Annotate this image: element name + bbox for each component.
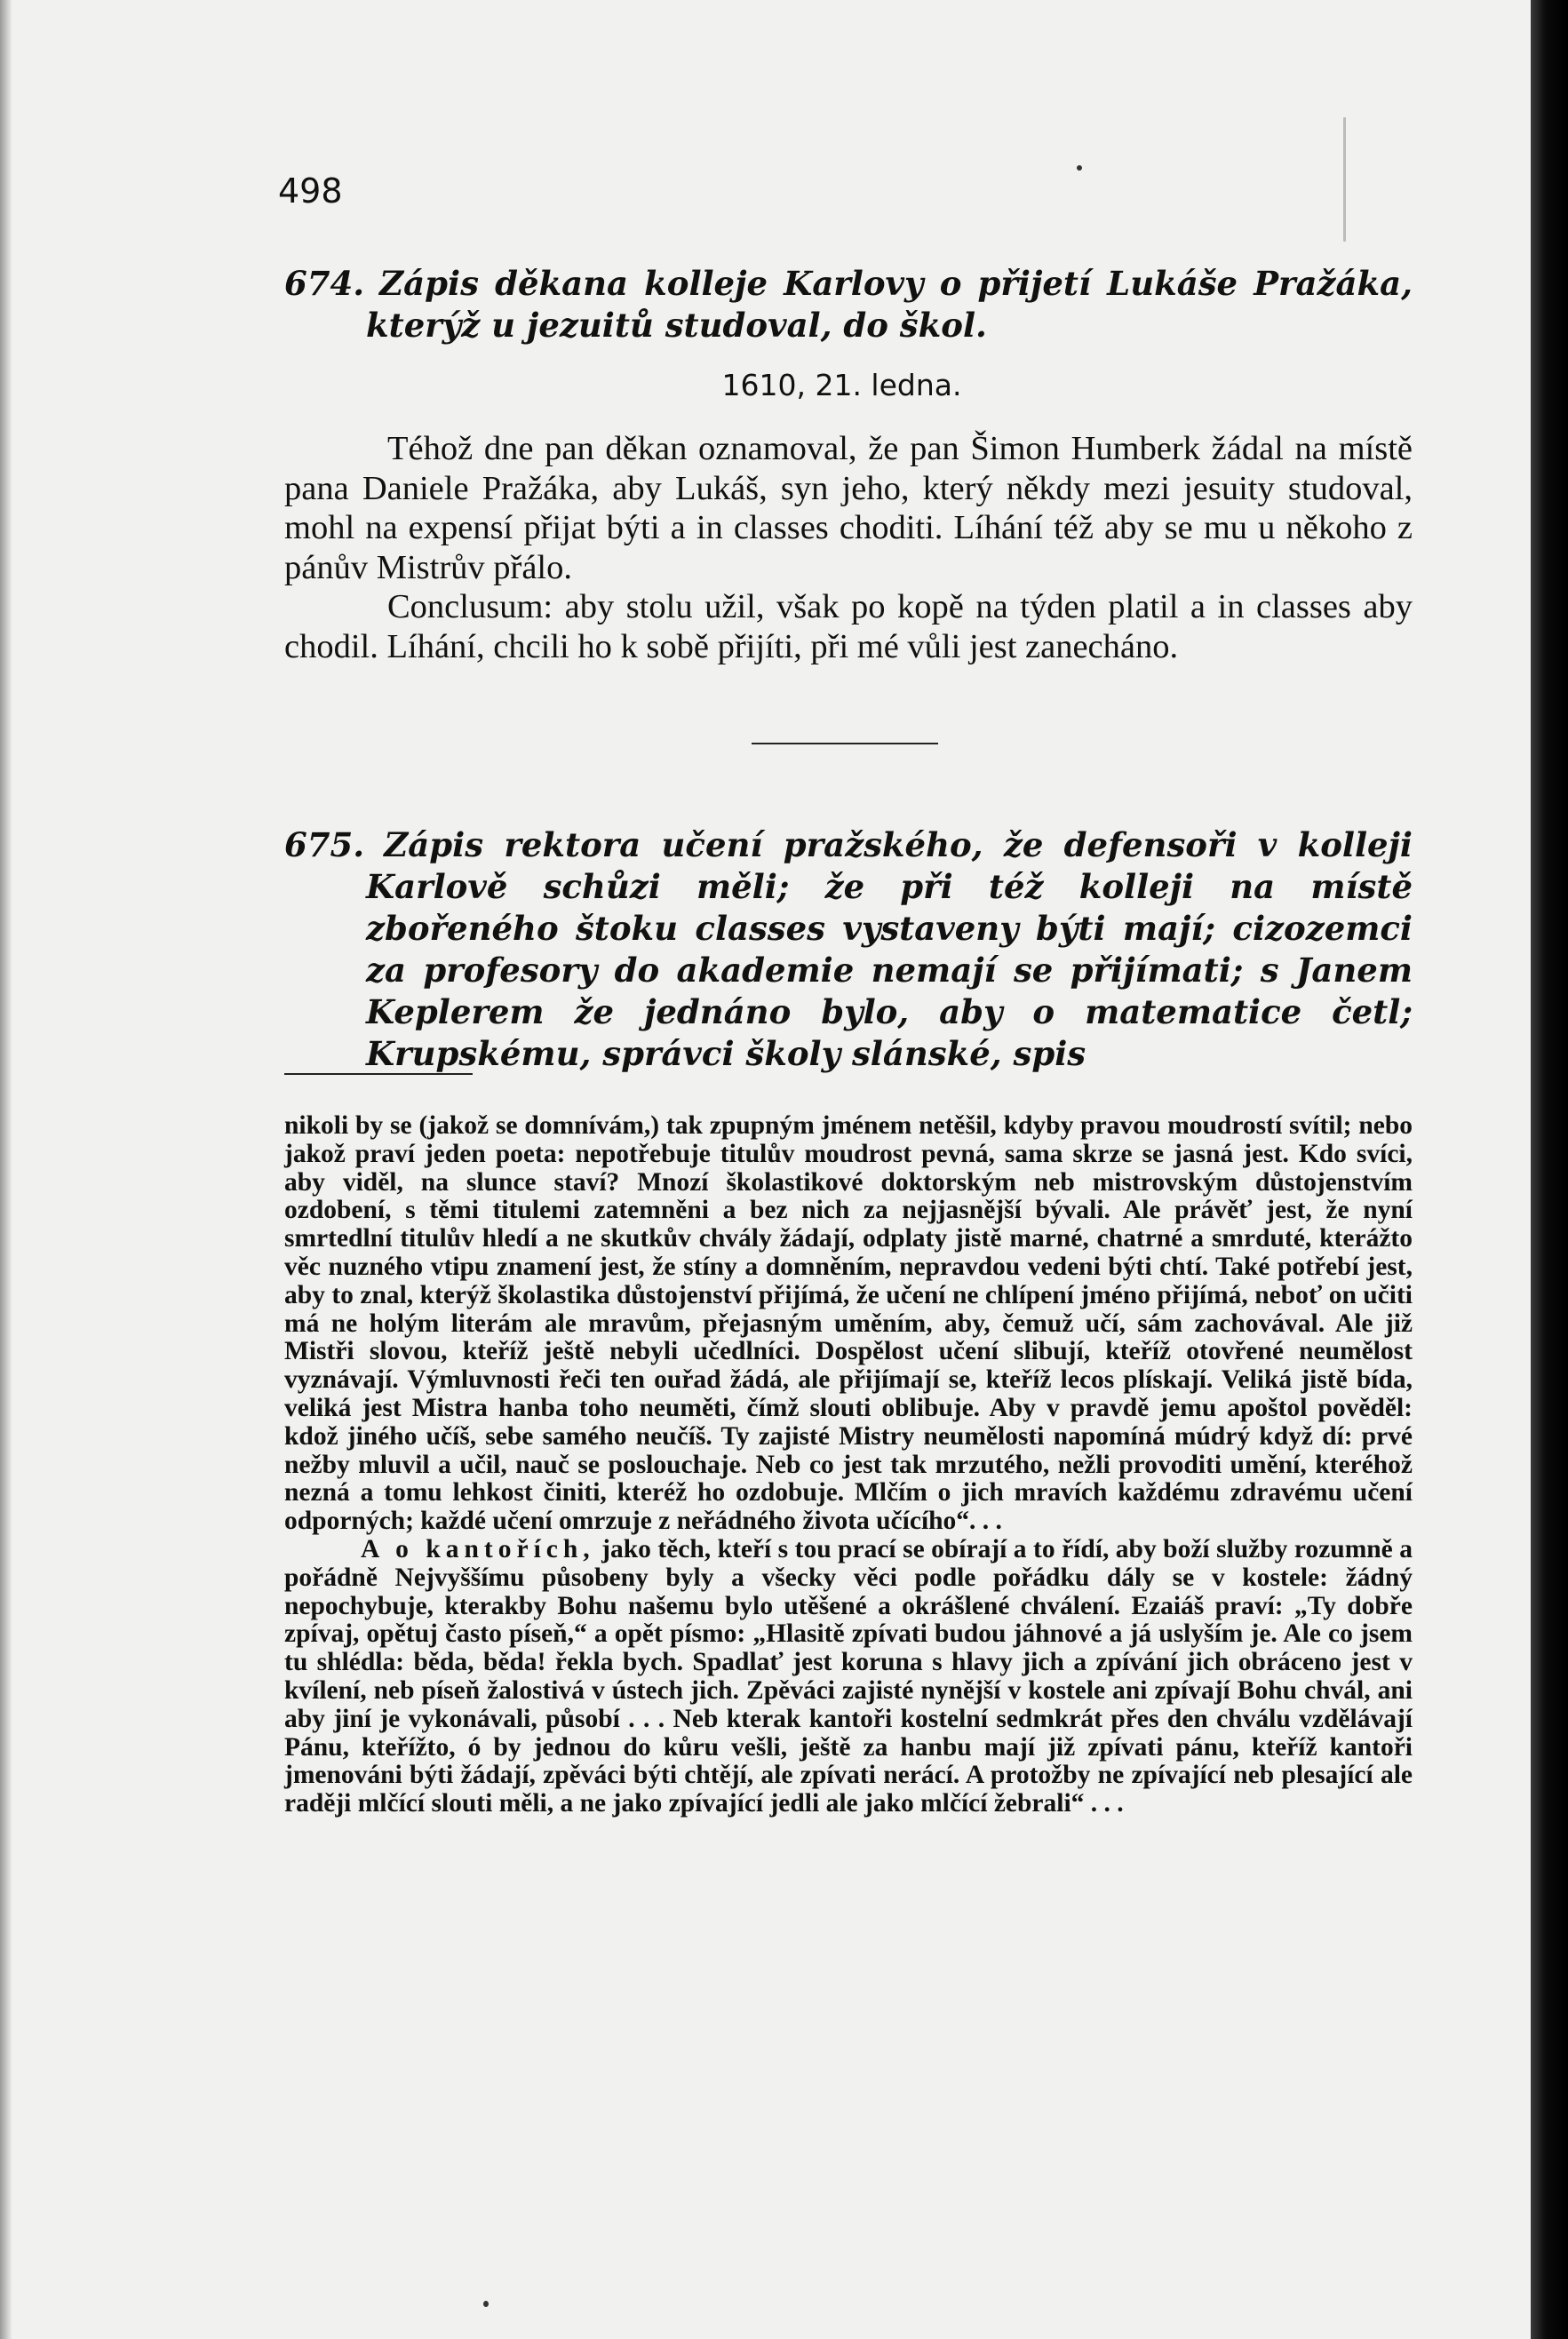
- paper-scratch: [1343, 117, 1346, 242]
- entry-674-paragraph-1: Téhož dne pan děkan oznamoval, že pan Šimon Humberk žádal na místě pana Daniele Pražáka, aby Lukáš, syn jeho, který někdy mezi jesuity studoval, mohl na expensí přijat býti a in classes choditi. Líhání též aby se mu u někoho z pánův Mistrův přálo.: [284, 430, 1413, 586]
- entry-675-number: 675.: [284, 825, 365, 864]
- footnote-rule: [284, 1073, 473, 1075]
- page-left-edge: [0, 0, 12, 2339]
- footnote: [284, 1112, 1413, 1818]
- page-number: 498: [278, 171, 343, 211]
- entry-674-number: 674.: [284, 264, 365, 303]
- footnote-paragraph-2-text: jako těch, kteří s tou prací se obírají a to řídí, aby boží služby rozumně a pořádně Nejvyššímu působeny byly a všecky věci podle pořádku dály se v kostele: žádný nepochybuje, kterakby Bohu našemu bylo utěšené a okrášlené chválení. Ezaiáš praví: „Ty dobře zpívaj, opětuj často píseň,“ a opět písmo: „Hlasitě zpívati budou jáhnové a já uslyším je. Ale co jsem tu shlédla: běda, běda! řekla bych. Spadlať jest koruna s hlavy jich a zpívání jich obráceno jest v kvílení, neb píseň žalostivá v ústech jich. Zpěváci zajisté nynější v kostele ani zpívají Bohu chvál, ani aby jiní je vykonávali, působí . . . Neb kterak kantoři kostelní sedmkrát přes den chválu vzdělávají Pánu, kteřížto, ó by jednou do kůru vešli, ještě za hanbu mají již zpívati pánu, kteříž kantoři jmenováni býti žádají, zpěváci býti chtějí, ale zpívati nerácí. A protožby ne zpívající neb plesající ale raději mlčící slouti měli, a ne jako zpívající jedli ale jako mlčící žebrali“ . . .: [284, 1534, 1413, 1818]
- footnote-paragraph-2: [284, 1536, 1413, 1818]
- footnote-spaced-word: A o kantořích,: [361, 1534, 595, 1563]
- entry-675-title: Zápis rektora učení pražského, že defensoři v kolleji Karlově schůzi měli; že při též kolleji na místě zbořeného štoku classes vystaveny býti mají; cizozemci za profesory do akademie nemají se přijímati; s Janem Keplerem že jednáno bylo, aby o matematice četl; Krupskému, správci školy slánské, spis: [366, 825, 1413, 1073]
- entry-674-title: Zápis děkana kolleje Karlovy o přijetí Lukáše Pražáka, kterýž u jezuitů studoval, do škol.: [366, 264, 1413, 345]
- page-right-edge: [1531, 0, 1568, 2339]
- footnote-paragraph-1: nikoli by se (jakož se domnívám,) tak zpupným jménem netěšil, kdyby pravou moudrostí svítil; nebo jakož praví jeden poeta: nepotřebuje titulův moudrost pevná, sama skrze se jasná jest. Kdo svíci, aby viděl, na slunce staví? Mnozí školastikové doktorským neb mistrovským důstojenstvím ozdobení, s těmi titulemi zatemněni a bez nich za nejjasnější bývali. Ale právěť jest, že nyní smrtedlní titulův hledí a ne skutkův chvály žádají, odplaty jistě marné, chatrné a smrduté, kterážto věc nuzného vtipu znamení jest, že stíny a domněním, nepravdou vedeni býti chtí. Také potřebí jest, aby to znal, kterýž školastika důstojenství přijímá, že učení ne chlípení jméno přijímá, neboť on učiti má ne holým literám ale mravům, přejasným uměním, aby, čemuž učí, sám zachovával. Ale již Mistři slovou, kteříž ještě nebyli učedlníci. Dospělost učení slibují, kteříž otovřené neumělost vyznávají. Výmluvnosti řeči ten ouřad žádá, ale přijímají se, kteříž lecos plískají. Veliká jistě bída, veliká jest Mistra hanba toho neuměti, čímž slouti oblibuje. Aby v pravdě jemu apoštol pověděl: kdož jiného učíš, sebe samého neučíš. Ty zajisté Mistry neumělosti napomíná múdrý když dí: prvé nežby mluvil a učil, nauč se poslouchaje. Neb co jest tak mrzutého, nežli provoditi umění, kteréhož nezná a tomu lehkost činiti, kteréž ho ozdobuje. Mlčím o jich mravích každému zdravému učení odporných; každé učení omrzuje z neřádného života učícího“. . .: [284, 1111, 1413, 1536]
- paper-speck: [1077, 165, 1082, 171]
- paper-speck: [483, 2301, 489, 2307]
- entry-674-date: 1610, 21. ledna.: [721, 368, 962, 402]
- entry-674-paragraph-2: Conclusum: aby stolu užil, však po kopě na týden platil a in classes aby chodil. Líhání, chcili ho k sobě přijíti, při mé vůli jest zanecháno.: [284, 588, 1413, 665]
- section-divider: [752, 743, 938, 744]
- entry-675-heading: [284, 824, 1413, 1075]
- entry-674-body: [284, 429, 1413, 666]
- entry-674-heading: [284, 263, 1413, 346]
